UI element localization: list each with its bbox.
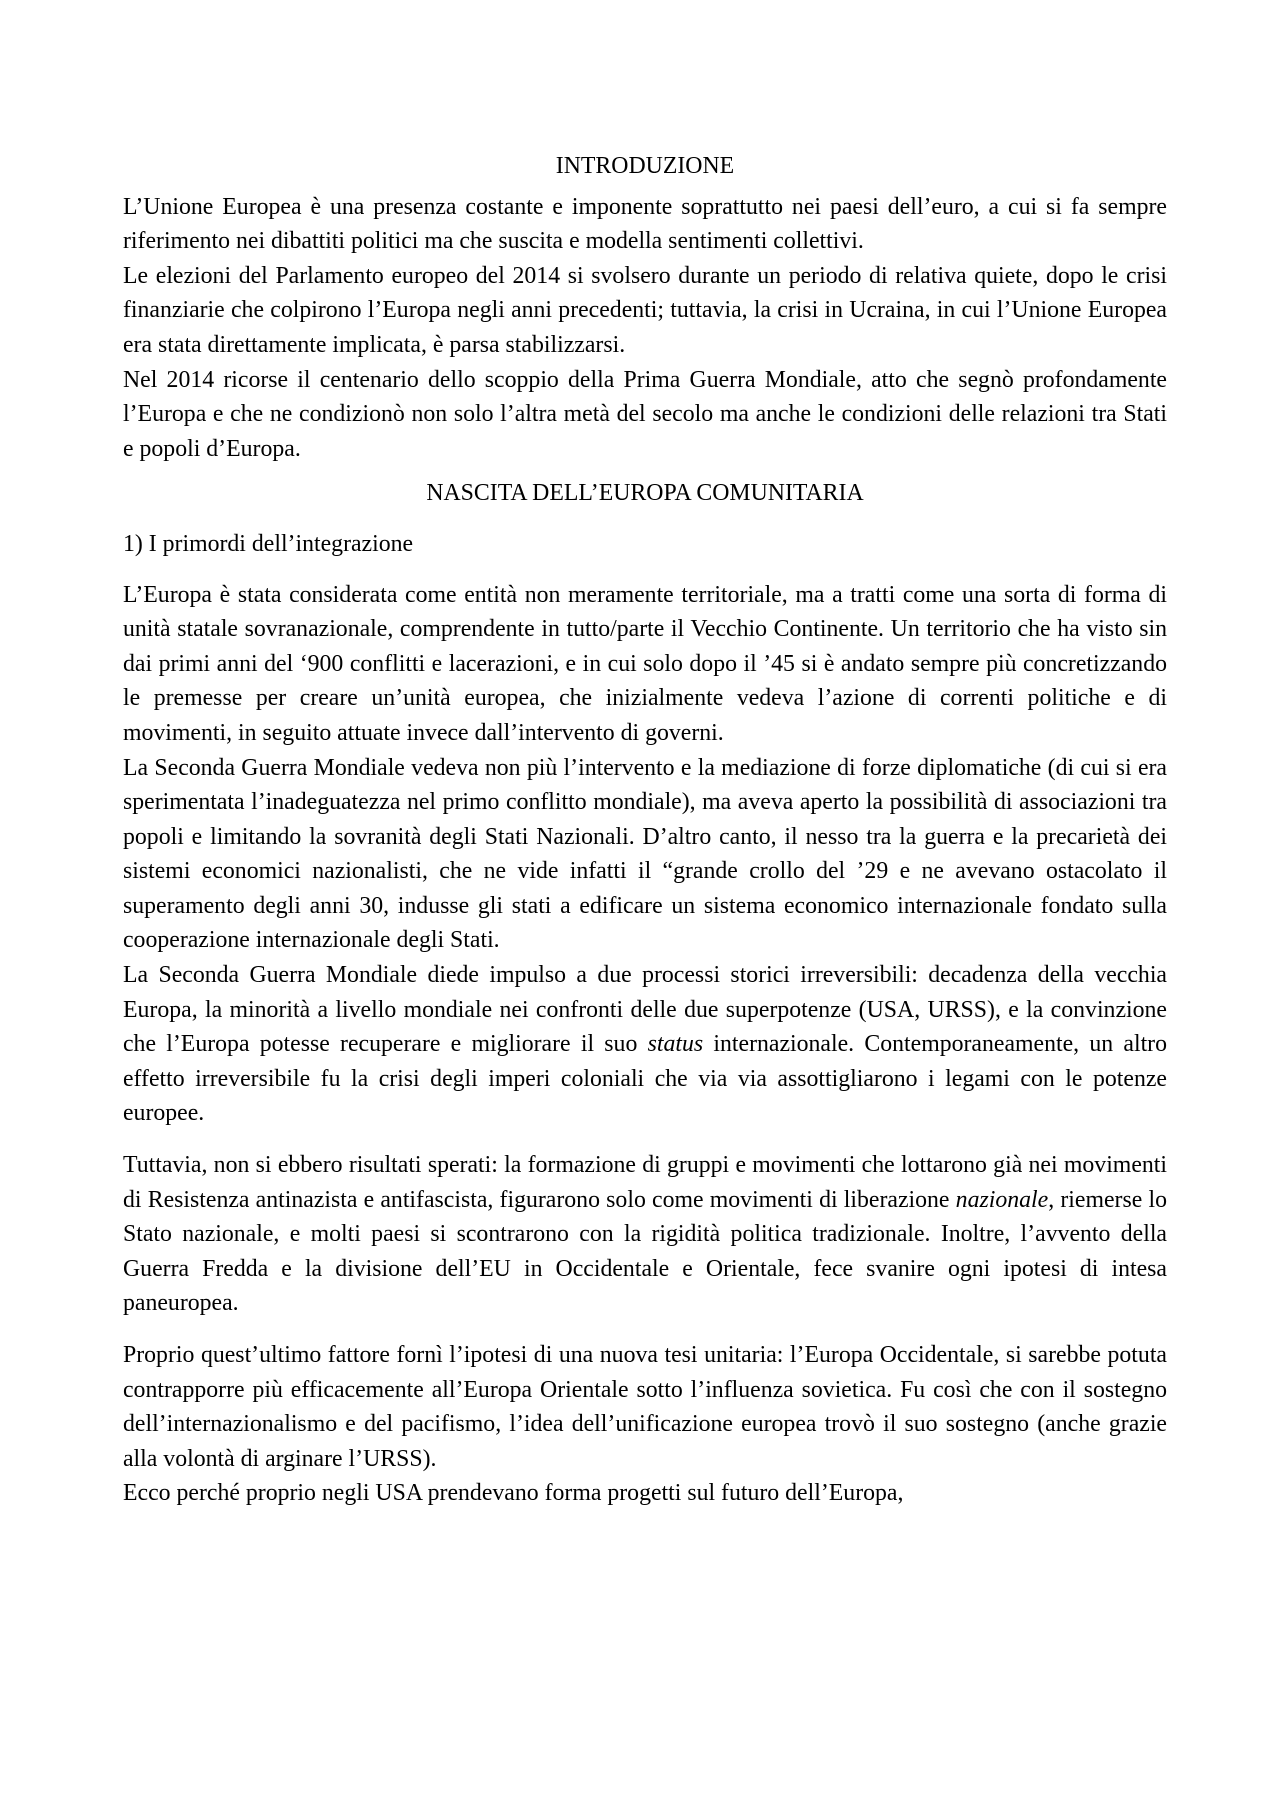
body-paragraph: L’Europa è stata considerata come entità non meramente territoriale, ma a tratti come una sorta di forma di unità statale sovranazionale, comprendente in tutto/parte il Vecchio Continente. Un territorio che ha visto sin dai primi anni del ‘900 conflitti e lacerazioni, e in cui solo dopo il ’45 si è andato sempre più concretizzando le premesse per creare un’unità europea, che inizialmente vedeva l’azione di correnti politiche e di movimenti, in seguito attuate invece dall’intervento di governi.: [123, 581, 1167, 746]
intro-paragraph: Le elezioni del Parlamento europeo del 2014 si svolsero durante un periodo di relativa quiete, dopo le crisi finanziarie che colpirono l’Europa negli anni precedenti; tuttavia, la crisi in Ucraina, in cui l’Unione Europea era stata direttamente implicata, è parsa stabilizzarsi.: [123, 262, 1167, 358]
intro-paragraph: L’Unione Europea è una presenza costante e imponente soprattutto nei paesi dell’euro, a cui si fa sempre riferimento nei dibattiti politici ma che suscita e modella sentimenti collettivi.: [123, 193, 1167, 255]
italic-term: status: [647, 1031, 704, 1058]
intro-heading: INTRODUZIONE: [555, 153, 735, 179]
paragraph-text: La Seconda Guerra Mondiale diede impulso a due processi storici irreversibili: decadenza della vecchia Europa, la minorità a livello mondiale nei confronti delle due superpotenze (USA, URSS), e la convinzione che l’Europa potesse recuperare e migliorare il suo: [123, 962, 1167, 1058]
body-paragraph: La Seconda Guerra Mondiale vedeva non più l’intervento e la mediazione di forze diplomatiche (di cui si era sperimentata l’inadeguatezza nel primo conflitto mondiale), ma aveva aperto la possibilità di associazioni tra popoli e limitando la sovranità degli Stati Nazionali. D’altro canto, il nesso tra la guerra e la precarietà dei sistemi economici nazionalisti, che ne vide infatti il “grande crollo del ’29 e ne avevano ostacolato il superamento degli anni 30, indusse gli stati a edificare un sistema economico internazionale fondato sulla cooperazione internazionale degli Stati.: [123, 754, 1167, 954]
paragraph-text: Tuttavia, non si ebbero risultati sperati: la formazione di gruppi e movimenti che lottarono già nei movimenti di Resistenza antinazista e antifascista, figurarono solo come movimenti di liberazione: [123, 1152, 1167, 1213]
italic-term: nazionale: [955, 1186, 1049, 1213]
document-page: [123, 149, 1167, 1511]
section-heading: NASCITA DELL’EUROPA COMUNITARIA: [426, 480, 864, 507]
subsection-heading: 1) I primordi dell’integrazione: [123, 530, 414, 557]
body-paragraph: Proprio quest’ultimo fattore fornì l’ipotesi di una nuova tesi unitaria: l’Europa Occidentale, si sarebbe potuta contrapporre più efficacemente all’Europa Orientale sotto l’influenza sovietica. Fu così che con il sostegno dell’internazionalismo e del pacifismo, l’idea dell’unificazione europea trovò il suo sostegno (anche grazie alla volontà di arginare l’URSS).: [123, 1342, 1167, 1472]
body-paragraph: [123, 1148, 1167, 1321]
paragraph-text: internazionale. Contemporaneamente, un altro effetto irreversibile fu la crisi degli imperi coloniali che via via assottigliarono i legami con le potenze europee.: [123, 1031, 1168, 1127]
paragraph-text: , riemerse lo Stato nazionale, e molti paesi si scontrarono con la rigidità politica tradizionale. Inoltre, l’avvento della Guerra Fredda e la divisione dell’EU in Occidentale e Orientale, fece svanire ogni ipotesi di intesa paneuropea.: [123, 1186, 1167, 1317]
body-paragraph: [123, 958, 1167, 1131]
body-paragraph: Ecco perché proprio negli USA prendevano forma progetti sul futuro dell’Europa,: [123, 1480, 904, 1507]
intro-paragraph: Nel 2014 ricorse il centenario dello scoppio della Prima Guerra Mondiale, atto che segnò profondamente l’Europa e che ne condizionò non solo l’altra metà del secolo ma anche le condizioni delle relazioni tra Stati e popoli d’Europa.: [123, 366, 1167, 462]
